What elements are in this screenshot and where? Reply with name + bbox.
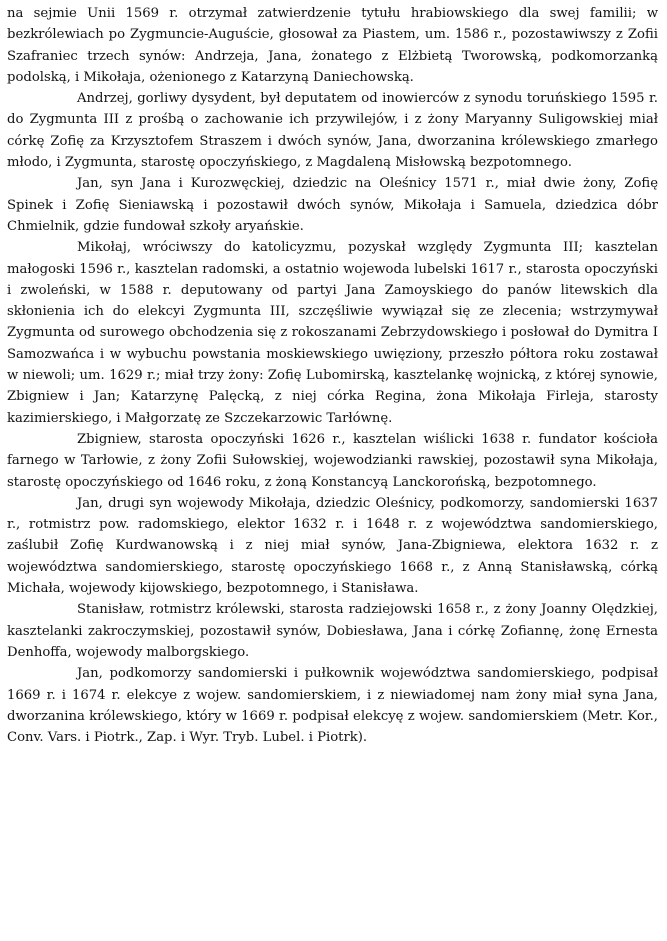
paragraph-8: Jan, podkomorzy sandomierski i pułkownik województwa sandomierskiego, podpisał 1669 r. i 1674 r. elekcye z wojew. sandomierskiem, i z niewiadomej nam żony miał syna Jana, dworzanina królewskiego, który w 1669 r. podpisał elekcyę z wojew. sandomierskiem (Metr. Kor., Conv. Vars. i Piotrk., Zap. i Wyr. Tryb. Lubel. i Piotrk). (7, 666, 658, 746)
paragraph-6: Jan, drugi syn wojewody Mikołaja, dziedzic Oleśnicy, podkomorzy, sandomierski 1637 r., rotmistrz pow. radomskiego, elektor 1632 r. i 1648 r. z województwa sandomierskiego, zaślubił Zofię Kurdwanowską i z niej miał synów, Jana-Zbigniewa, elektora 1632 r. z województwa sandomierskiego, starostę opoczyńskiego 1668 r., z Anną Stanisławską, córką Michała, wojewody kijowskiego, bezpotomnego, i Stanisława. (7, 495, 658, 597)
paragraph-2: Andrzej, gorliwy dysydent, był deputatem od inowierców z synodu toruńskiego 1595 r. do Zygmunta III z prośbą o zachowanie ich przywilejów, i z żony Maryanny Suligowskiej miał córkę Zofię za Krzysztofem Straszem i dwóch synów, Jana, dworzanina królewskiego zmarłego młodo, i Zygmunta, starostę opoczyńskiego, z Magdaleną Misłowską bezpotomnego. (7, 91, 658, 171)
paragraph-3: Jan, syn Jana i Kurozwęckiej, dziedzic na Oleśnicy 1571 r., miał dwie żony, Zofię Spinek i Zofię Sieniawską i pozostawił dwóch synów, Mikołaja i Samuela, dziedzica dóbr Chmielnik, gdzie fundował szkoły aryańskie. (7, 176, 658, 234)
paragraph-7: Stanisław, rotmistrz królewski, starosta radziejowski 1658 r., z żony Joanny Olędzkiej, kasztelanki zakroczymskiej, pozostawił synów, Dobiesława, Jana i córkę Zofiannę, żonę Ernesta Denhoffa, wojewody malborgskiego. (7, 602, 658, 660)
paragraph-4: Mikołaj, wróciwszy do katolicyzmu, pozyskał względy Zygmunta III; kasztelan małogoski 1596 r., kasztelan radomski, a ostatnio wojewoda lubelski 1617 r., starosta opoczyński i zwoleński, w 1588 r. deputowany od partyi Jana Zamoyskiego do panów litewskich dla skłonienia ich do elekcyi Zygmunta III, szczęśliwie wywiązał się ze zlecenia; wstrzymywał Zygmunta od surowego obchodzenia się z rokoszanami Zebrzydowskiego i posłował do Dymitra I Samozwańca i w wybuchu powstania moskiewskiego uwięziony, przeszło półtora roku zostawał w niewoli; um. 1629 r.; miał trzy żony: Zofię Lubomirską, kasztelankę wojnicką, z której synowie, Zbigniew i Jan; Katarzynę Palęcką, z niej córka Regina, żona Mikołaja Firleja, starosty kazimierskiego, i Małgorzatę ze Szczekarzowic Tarłównę. (7, 240, 658, 426)
document-page (7, 3, 658, 748)
paragraph-5: Zbigniew, starosta opoczyński 1626 r., kasztelan wiślicki 1638 r. fundator kościoła farnego w Tarłowie, z żony Zofii Sułowskiej, wojewodzianki rawskiej, pozostawił syna Mikołaja, starostę opoczyńskiego od 1646 roku, z żoną Konstancyą Lanckorońską, bezpotomnego. (7, 431, 658, 490)
paragraph-1: na sejmie Unii 1569 r. otrzymał zatwierdzenie tytułu hrabiowskiego dla swej familii; w bezkrólewiach po Zygmuncie-Auguście, głosował za Piastem, um. 1586 r., pozostawiwszy z Zofii Szafraniec trzech synów: Andrzeja, Jana, żonatego z Elżbietą Tworowską, podkomorzanką podolską, i Mikołaja, ożenionego z Katarzyną Daniechowską. (7, 6, 658, 85)
